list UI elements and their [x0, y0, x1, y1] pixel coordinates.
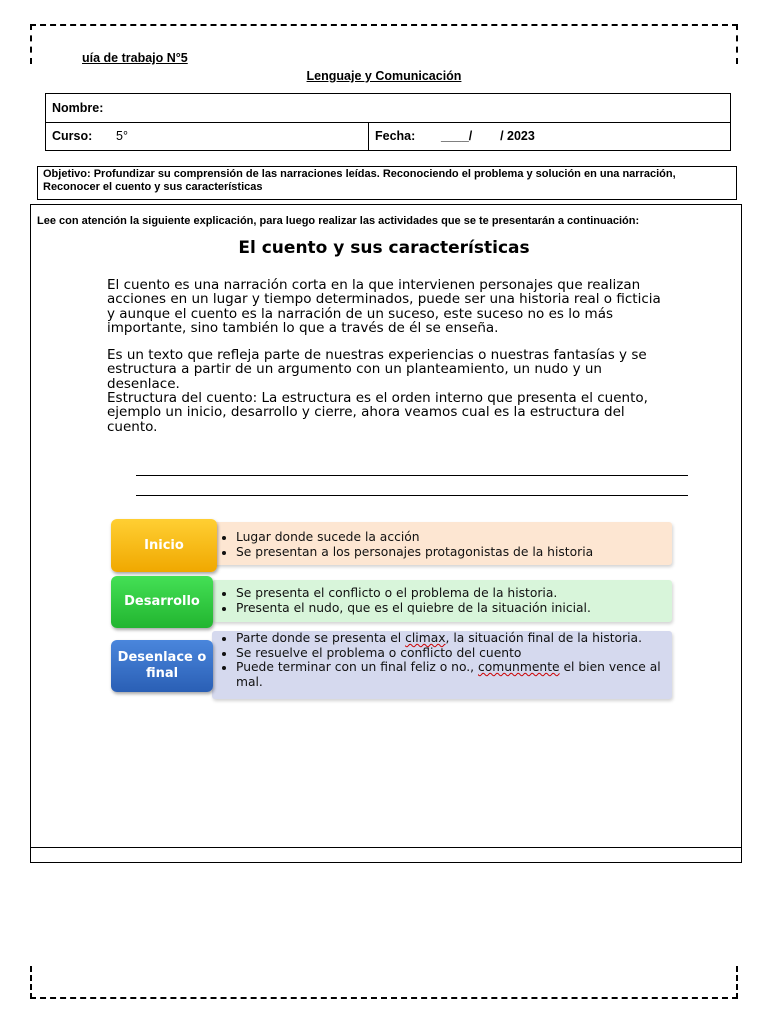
- spellcheck-word: climax: [405, 631, 446, 645]
- date-value: ____/ / 2023: [441, 129, 535, 143]
- course-label: Curso:: [52, 129, 93, 143]
- desenlace-label: Desenlace o final: [111, 640, 213, 692]
- course-value: 5°: [116, 129, 128, 143]
- course-date-row: [46, 122, 730, 150]
- paragraph-structure: Estructura del cuento: La estructura es el orden interno que presenta el cuento, ejemplo un inicio, desarrollo y cierre, ahora veamos cual es la estructura del cuento.: [107, 390, 648, 435]
- desarrollo-item: • Presenta el nudo, que es el quiebre de la situación inicial.: [236, 601, 672, 616]
- inicio-label: Inicio: [111, 519, 217, 572]
- page-frame-top: [30, 24, 738, 26]
- paragraph-experiences: Es un texto que refleja parte de nuestras experiencias o nuestras fantasías y se estructura a partir de un argumento con un planteamiento, un nudo y un desenlace.: [107, 347, 647, 392]
- desarrollo-label: Desarrollo: [111, 576, 213, 628]
- answer-line: [136, 475, 688, 476]
- guide-title: uía de trabajo N°5: [82, 51, 188, 65]
- desenlace-item: • Puede terminar con un final feliz o no., comunmente el bien vence al mal.: [236, 660, 672, 689]
- page-frame-right-bottom: [736, 966, 738, 999]
- intro-instruction: Lee con atención la siguiente explicación, para luego realizar las actividades que se te presentarán a continuación:: [37, 215, 640, 227]
- paragraph-definition: El cuento es una narración corta en la que intervienen personajes que realizan acciones en un lugar y tiempo determinados, puede ser una historia real o ficticia y aunque el cuento es la narración de un suceso, este suceso no es lo más importante, sino también lo que a través de él se enseña.: [107, 277, 661, 337]
- objective-box: [37, 166, 737, 200]
- objective-text: Objetivo: Profundizar su comprensión de las narraciones leídas. Reconociendo el problema y solución en una narración, Reconocer el cuento y sus características: [43, 168, 676, 193]
- date-label: Fecha:: [375, 129, 416, 143]
- page-frame-right-top: [736, 24, 738, 64]
- story-title: El cuento y sus características: [238, 238, 530, 258]
- inicio-content: [212, 522, 672, 565]
- desenlace-item: • Parte donde se presenta el climax, la situación final de la historia.: [236, 631, 672, 646]
- desenlace-item: • Se resuelve el problema o conflicto del cuento: [236, 646, 672, 661]
- content-box-footer: [30, 847, 742, 863]
- desarrollo-item: • Se presenta el conflicto o el problema de la historia.: [236, 586, 672, 601]
- student-info-table: [45, 93, 731, 151]
- page-frame-left-bottom: [30, 966, 32, 999]
- inicio-item: • Se presentan a los personajes protagonistas de la historia: [236, 545, 672, 560]
- name-label: Nombre:: [52, 101, 104, 115]
- answer-line: [136, 495, 688, 496]
- desenlace-content: [212, 631, 672, 699]
- page-frame-bottom: [30, 997, 738, 999]
- desarrollo-content: [212, 580, 672, 622]
- name-row: [46, 94, 730, 123]
- page-frame-left-top: [30, 24, 32, 64]
- inicio-item: • Lugar donde sucede la acción: [236, 530, 672, 545]
- subject-title: Lenguaje y Comunicación: [306, 69, 462, 83]
- spellcheck-word: comunmente: [478, 660, 560, 674]
- info-divider: [368, 122, 369, 150]
